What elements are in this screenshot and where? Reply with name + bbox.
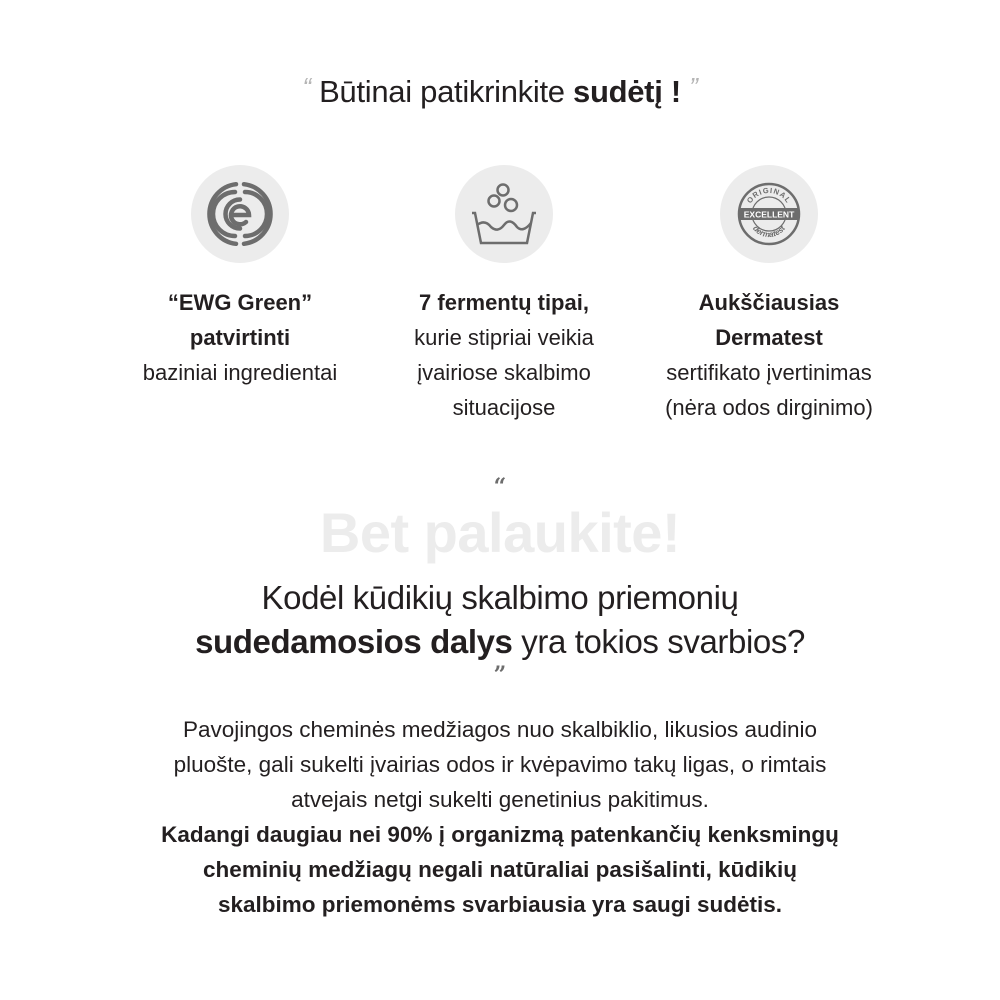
headline-bold-text: sudėtį ! bbox=[573, 74, 681, 109]
feature-enzymes bbox=[364, 165, 644, 425]
paragraph-bold-line: cheminių medžiagų negali natūraliai pasišalinti, kūdikių bbox=[203, 857, 797, 882]
question-line-2 bbox=[0, 620, 1000, 664]
paragraph-bold-line: skalbimo priemonėms svarbiausia yra saugi sudėtis. bbox=[218, 892, 782, 917]
feature-dermatest-title-1: Aukščiausias bbox=[698, 290, 840, 315]
question-bold-part: sudedamosios dalys bbox=[195, 623, 513, 660]
feature-ewg-title-1: “EWG Green” bbox=[167, 290, 313, 315]
page-headline bbox=[0, 72, 1000, 110]
feature-dermatest bbox=[629, 165, 909, 425]
feature-ewg-title-2: patvirtinti bbox=[189, 325, 291, 350]
ewg-green-logo-icon bbox=[191, 165, 289, 263]
paragraph-bold-line: Kadangi daugiau nei 90% į organizmą patenkančių kenksmingų bbox=[161, 822, 839, 847]
feature-ewg-desc-1: baziniai ingredientai bbox=[142, 360, 338, 385]
feature-enzymes-desc-2: įvairiose skalbimo bbox=[417, 360, 591, 385]
section-close-quote: ” bbox=[493, 662, 507, 688]
svg-text:dermatest: dermatest bbox=[750, 223, 788, 240]
ghost-title: Bet palaukite! bbox=[319, 501, 681, 564]
question-rest-part: yra tokios svarbios? bbox=[512, 623, 805, 660]
question-line-1: Kodėl kūdikių skalbimo priemonių bbox=[261, 579, 739, 616]
feature-enzymes-title: 7 fermentų tipai, bbox=[419, 290, 589, 315]
feature-enzymes-desc-3: situacijose bbox=[452, 395, 556, 420]
washing-basin-bubbles-icon bbox=[455, 165, 553, 263]
svg-text:ORIGINAL: ORIGINAL bbox=[744, 185, 794, 206]
seal-middle-text: EXCELLENT bbox=[743, 209, 795, 220]
feature-enzymes-desc-1: kurie stipriai veikia bbox=[414, 325, 594, 350]
dermatest-excellent-seal-icon bbox=[720, 165, 818, 263]
feature-dermatest-desc-1: sertifikato įvertinimas bbox=[666, 360, 872, 385]
paragraph-line: Pavojingos cheminės medžiagos nuo skalbiklio, likusios audinio bbox=[182, 717, 818, 742]
section-open-quote: “ bbox=[493, 474, 507, 500]
headline-open-quote: “ bbox=[302, 72, 311, 102]
paragraph-line: pluošte, gali sukelti įvairias odos ir kvėpavimo takų ligas, o rimtais bbox=[173, 752, 827, 777]
feature-dermatest-desc-2: (nėra odos dirginimo) bbox=[665, 395, 873, 420]
headline-text: Būtinai patikrinkite bbox=[319, 74, 565, 109]
feature-dermatest-title-2: Dermatest bbox=[715, 325, 823, 350]
paragraph-line: atvejais netgi sukelti genetinius pakitimus. bbox=[291, 787, 709, 812]
headline-close-quote: ” bbox=[689, 72, 698, 102]
body-paragraph bbox=[60, 712, 940, 922]
section-question bbox=[0, 576, 1000, 664]
feature-ewg bbox=[100, 165, 380, 390]
